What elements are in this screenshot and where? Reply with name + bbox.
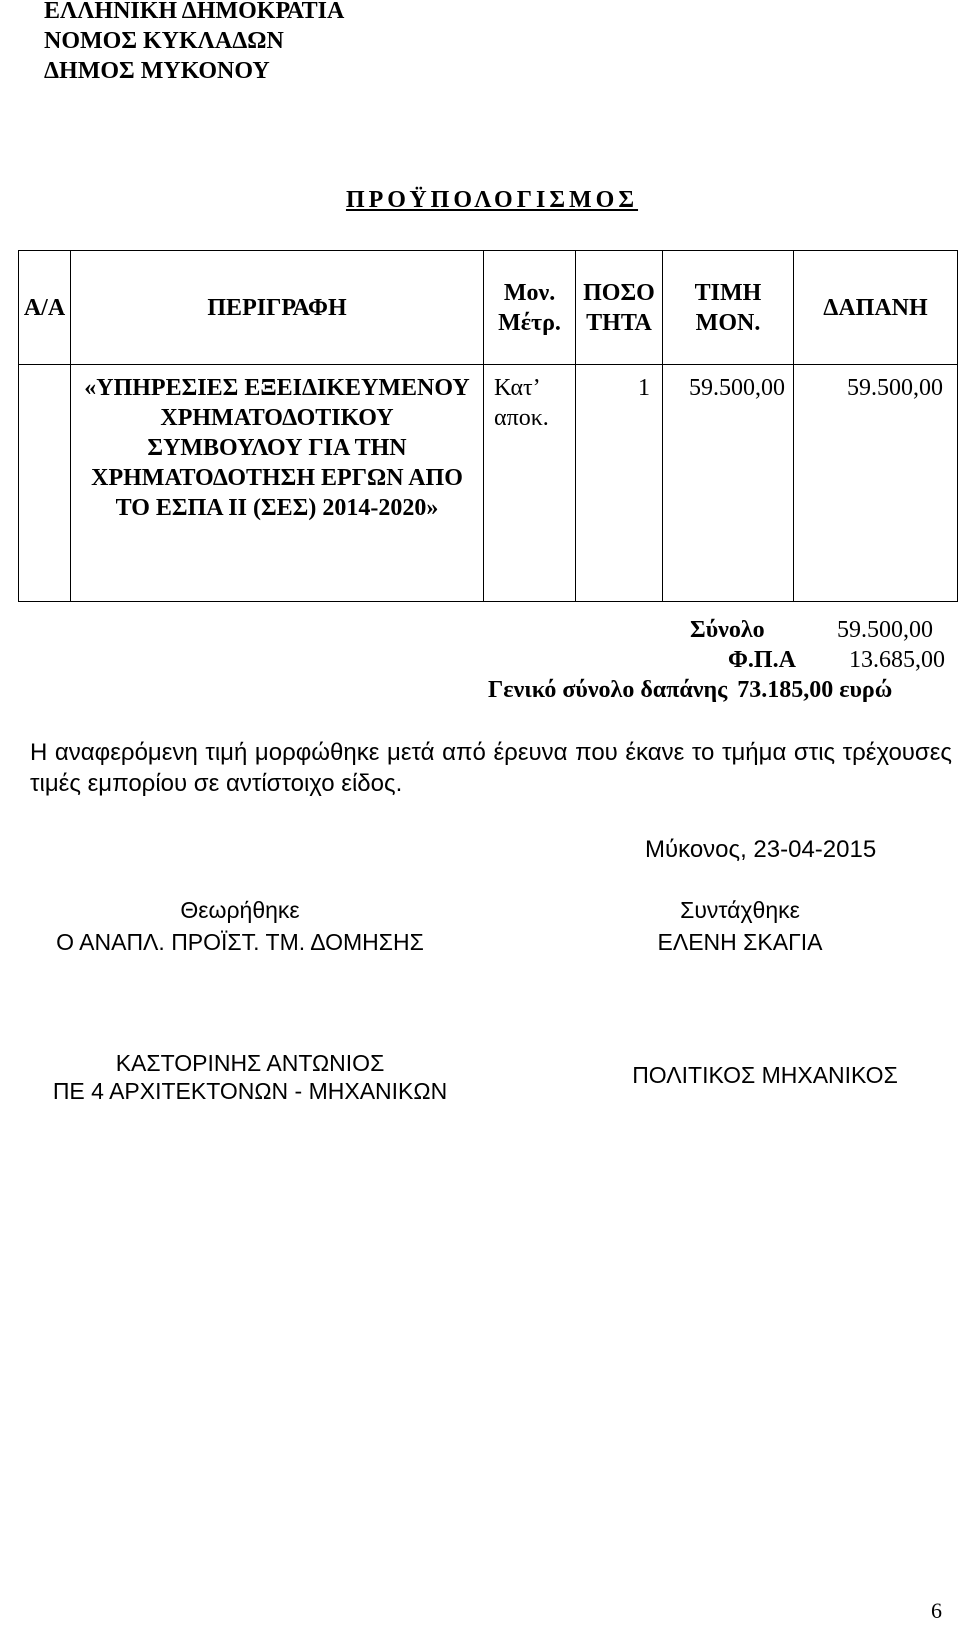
cell-cost: 59.500,00 (794, 365, 958, 602)
cell-description: «ΥΠΗΡΕΣΙΕΣ ΕΞΕΙΔΙΚΕΥΜΕΝΟΥ ΧΡΗΜΑΤΟΔΟΤΙΚΟΥ ΣΥΜΒΟΥΛΟΥ ΓΙΑ ΤΗΝ ΧΡΗΜΑΤΟΔΟΤΗΣΗ ΕΡΓΩΝ ΑΠΟ ΤΟ ΕΣΠΑ ΙΙ (ΣΕΣ) 2014-2020» (71, 365, 484, 602)
left-signature-role: Ο ΑΝΑΠΛ. ΠΡΟΪΣΤ. ΤΜ. ΔΟΜΗΣΗΣ (56, 929, 424, 955)
grand-total-label: Γενικό σύνολο δαπάνης (488, 677, 728, 703)
grand-total-value: 73.185,00 ευρώ (737, 677, 893, 703)
left-signer-grade: ΠΕ 4 ΑΡΧΙΤΕΚΤΟΝΩΝ - ΜΗΧΑΝΙΚΩΝ (52, 1078, 448, 1104)
subtotal-label: Σύνολο (690, 617, 765, 643)
document-title: ΠΡΟΫΠΟΛΟΓΙΣΜΟΣ (345, 187, 639, 213)
col-header-unit: Μον. Μέτρ. (484, 251, 576, 365)
cell-unit-price: 59.500,00 (663, 365, 794, 602)
header-prefecture: ΝΟΜΟΣ ΚΥΚΛΑΔΩΝ (44, 28, 284, 54)
col-header-quantity: ΠΟΣΟ ΤΗΤΑ (576, 251, 663, 365)
vat-value: 13.685,00 (849, 647, 945, 673)
price-note: Η αναφερόμενη τιμή μορφώθηκε μετά από έρευνα που έκανε το τμήμα στις τρέχουσες τιμές εμπορίου σε αντίστοιχο είδος. (30, 739, 952, 797)
grand-total-line (488, 675, 892, 705)
vat-label: Φ.Π.Α (728, 647, 796, 673)
right-signature-name: ΕΛΕΝΗ ΣΚΑΓΙΑ (657, 929, 823, 955)
cell-aa (19, 365, 71, 602)
subtotal-line (690, 615, 933, 645)
place-date: Μύκονος, 23-04-2015 (645, 836, 877, 863)
cell-unit: Κατ’ αποκ. (484, 365, 576, 602)
col-header-unit-price: ΤΙΜΗ ΜΟΝ. (663, 251, 794, 365)
table-header-row (19, 251, 958, 365)
right-signer-role: ΠΟΛΙΤΙΚΟΣ ΜΗΧΑΝΙΚΟΣ (632, 1062, 898, 1088)
col-header-description: ΠΕΡΙΓΡΑΦΗ (71, 251, 484, 365)
subtotal-value: 59.500,00 (837, 617, 933, 643)
col-header-aa: Α/Α (19, 251, 71, 365)
header-country: ΕΛΛΗΝΙΚΗ ΔΗΜΟΚΡΑΤΙΑ (44, 0, 345, 24)
budget-table (18, 250, 958, 602)
left-signer-name: ΚΑΣΤΟΡΙΝΗΣ ΑΝΤΩΝΙΟΣ (115, 1050, 385, 1076)
col-header-cost: ΔΑΠΑΝΗ (794, 251, 958, 365)
page-number: 6 (931, 1598, 942, 1623)
cell-quantity: 1 (576, 365, 663, 602)
vat-line (728, 645, 945, 675)
right-signature-title: Συντάχθηκε (680, 897, 800, 923)
table-row (19, 365, 958, 602)
left-signature-title: Θεωρήθηκε (180, 897, 300, 923)
header-municipality: ΔΗΜΟΣ ΜΥΚΟΝΟΥ (44, 58, 270, 84)
